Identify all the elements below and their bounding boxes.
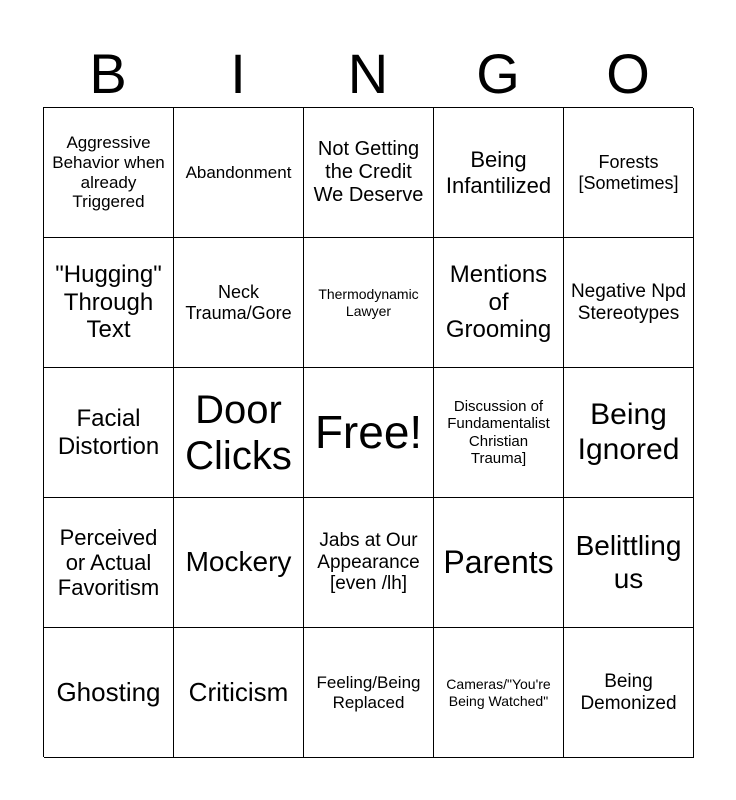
bingo-cell[interactable] bbox=[174, 108, 304, 238]
bingo-cell[interactable] bbox=[174, 498, 304, 628]
bingo-cell[interactable] bbox=[434, 498, 564, 628]
bingo-cell[interactable] bbox=[304, 498, 434, 628]
cell-label: Abandonment bbox=[185, 162, 292, 182]
bingo-header bbox=[43, 42, 693, 106]
cell-label: Perceived or Actual Favoritism bbox=[57, 524, 160, 601]
bingo-cell[interactable] bbox=[564, 238, 694, 368]
bingo-cell[interactable] bbox=[44, 498, 174, 628]
bingo-cell[interactable] bbox=[174, 368, 304, 498]
free-space-label: Free! bbox=[314, 406, 423, 459]
cell-label: Being Demonized bbox=[580, 670, 677, 714]
cell-label: Negative Npd Stereotypes bbox=[570, 280, 687, 324]
bingo-cell[interactable] bbox=[434, 108, 564, 238]
bingo-cell[interactable] bbox=[44, 368, 174, 498]
cell-label: Cameras/"You're Being Watched" bbox=[446, 676, 551, 709]
bingo-cell[interactable] bbox=[434, 238, 564, 368]
bingo-cell[interactable] bbox=[44, 628, 174, 758]
bingo-cell[interactable] bbox=[44, 108, 174, 238]
cell-label: Mockery bbox=[185, 546, 292, 578]
cell-label: Not Getting the Credit We Deserve bbox=[313, 138, 424, 206]
bingo-cell[interactable] bbox=[304, 628, 434, 758]
cell-label: Being Ignored bbox=[577, 398, 680, 466]
bingo-cell[interactable] bbox=[304, 238, 434, 368]
header-letter-i: I bbox=[230, 42, 246, 105]
bingo-cell[interactable] bbox=[434, 628, 564, 758]
bingo-cell[interactable] bbox=[434, 368, 564, 498]
bingo-cell[interactable] bbox=[564, 498, 694, 628]
header-letter-o: O bbox=[606, 42, 650, 105]
cell-label: Neck Trauma/Gore bbox=[185, 281, 292, 323]
free-space-cell[interactable] bbox=[304, 368, 434, 498]
bingo-cell[interactable] bbox=[174, 238, 304, 368]
bingo-cell[interactable] bbox=[304, 108, 434, 238]
cell-label: Criticism bbox=[188, 676, 289, 707]
bingo-cell[interactable] bbox=[564, 108, 694, 238]
cell-label: Facial Distortion bbox=[57, 404, 160, 460]
cell-label: Forests [Sometimes] bbox=[578, 151, 679, 193]
cell-label: Belittling us bbox=[575, 530, 682, 594]
cell-label: Aggressive Behavior when already Triggered bbox=[52, 133, 165, 212]
cell-label: Ghosting bbox=[56, 676, 161, 707]
header-letter-b: B bbox=[89, 42, 127, 105]
cell-label: Being Infantilized bbox=[445, 147, 552, 198]
cell-label: Door Clicks bbox=[185, 387, 292, 478]
bingo-cell[interactable] bbox=[174, 628, 304, 758]
cell-label: Thermodynamic Lawyer bbox=[318, 286, 419, 319]
cell-label: "Hugging" Through Text bbox=[55, 261, 162, 344]
cell-label: Mentions of Grooming bbox=[445, 261, 552, 344]
bingo-cell[interactable] bbox=[564, 368, 694, 498]
bingo-cell[interactable] bbox=[44, 238, 174, 368]
cell-label: Feeling/Being Replaced bbox=[316, 672, 421, 712]
cell-label: Discussion of Fundamentalist Christian Trauma] bbox=[447, 398, 550, 467]
bingo-board bbox=[43, 107, 693, 757]
header-letter-g: G bbox=[476, 42, 520, 105]
header-letter-n: N bbox=[347, 42, 389, 105]
cell-label: Parents bbox=[443, 544, 554, 581]
bingo-cell[interactable] bbox=[564, 628, 694, 758]
cell-label: Jabs at Our Appearance [even /lh] bbox=[317, 529, 420, 595]
